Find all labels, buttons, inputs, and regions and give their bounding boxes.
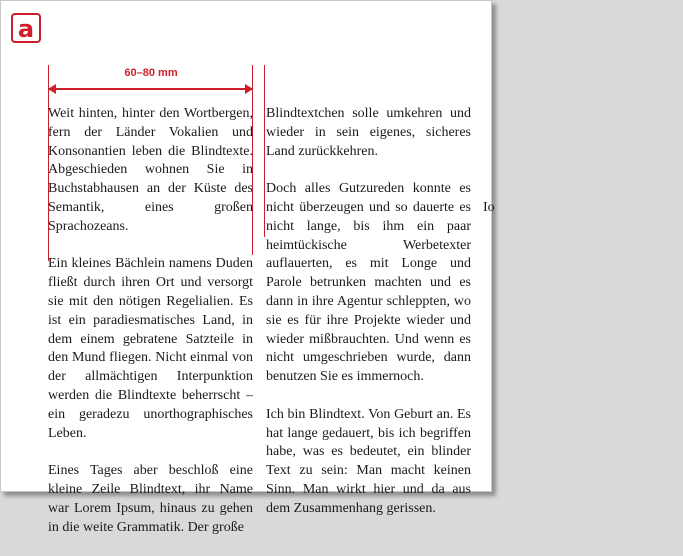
partial-line bbox=[483, 143, 683, 162]
text-column-3-partial bbox=[483, 105, 683, 218]
partial-line bbox=[483, 161, 683, 180]
partial-line bbox=[483, 124, 683, 143]
partial-line bbox=[483, 105, 683, 124]
measure-label: 60–80 mm bbox=[124, 67, 178, 79]
paragraph: Ein kleines Bächlein namens Duden fließt durch ihren Ort und versorgt sie mit den nötigen Regelialien. Es ist ein paradiesmatisches Land, in dem einem gebratene Satzteile in den Mund fliegen. Nicht einmal von der allmächtigen Interpunktion werden die Blindtexte beherrscht – ein geradezu unorthographisches Leben. bbox=[48, 256, 253, 441]
paragraph: Eines Tages aber beschloß eine kleine Zeile Blindtext, ihr Name war Lorem Ipsum, hinaus zu gehen in die weite Grammatik. Der große bbox=[48, 463, 253, 535]
paragraph: Blindtextchen solle umkehren und wieder in sein eigenes, sicheres Land zurückkehren. bbox=[266, 106, 471, 159]
text-column-1 bbox=[48, 105, 253, 556]
text-column-2 bbox=[266, 105, 471, 537]
partial-line: Io bbox=[483, 199, 495, 215]
paragraph: Ich bin Blindtext. Von Geburt an. Es hat lange gedauert, bis ich begriffen habe, was es bedeutet, ein blinder Text zu sein: Man macht keinen Sinn. Man wirkt hier und da aus dem Zusammenhang gerissen. bbox=[266, 406, 471, 516]
figure-label-badge: a bbox=[11, 13, 41, 43]
paragraph: Doch alles Gutzureden konnte es nicht überzeugen und so dauerte es nicht lange, bis ihm ein paar heimtückische Werbetexter auflauerten, es mit Longe und Parole betrunken machten und es dann in ihre Agentur schleppten, wo sie es für ihre Projekte wieder und wieder mißbrauchten. Und wenn es nicht umgeschrieben wurde, dann benutzen Sie es immernoch. bbox=[266, 181, 471, 385]
partial-line bbox=[483, 180, 683, 199]
paragraph: Weit hinten, hinter den Wortbergen, fern der Länder Vokalien und Konsonantien leben die Blindtexte. Abgeschieden wohnen Sie in Buchstabhausen an der Küste des Semantik, eines großen Sprachozeans. bbox=[48, 106, 253, 234]
measure-arrow bbox=[48, 88, 253, 90]
column-guide-next bbox=[264, 65, 265, 237]
